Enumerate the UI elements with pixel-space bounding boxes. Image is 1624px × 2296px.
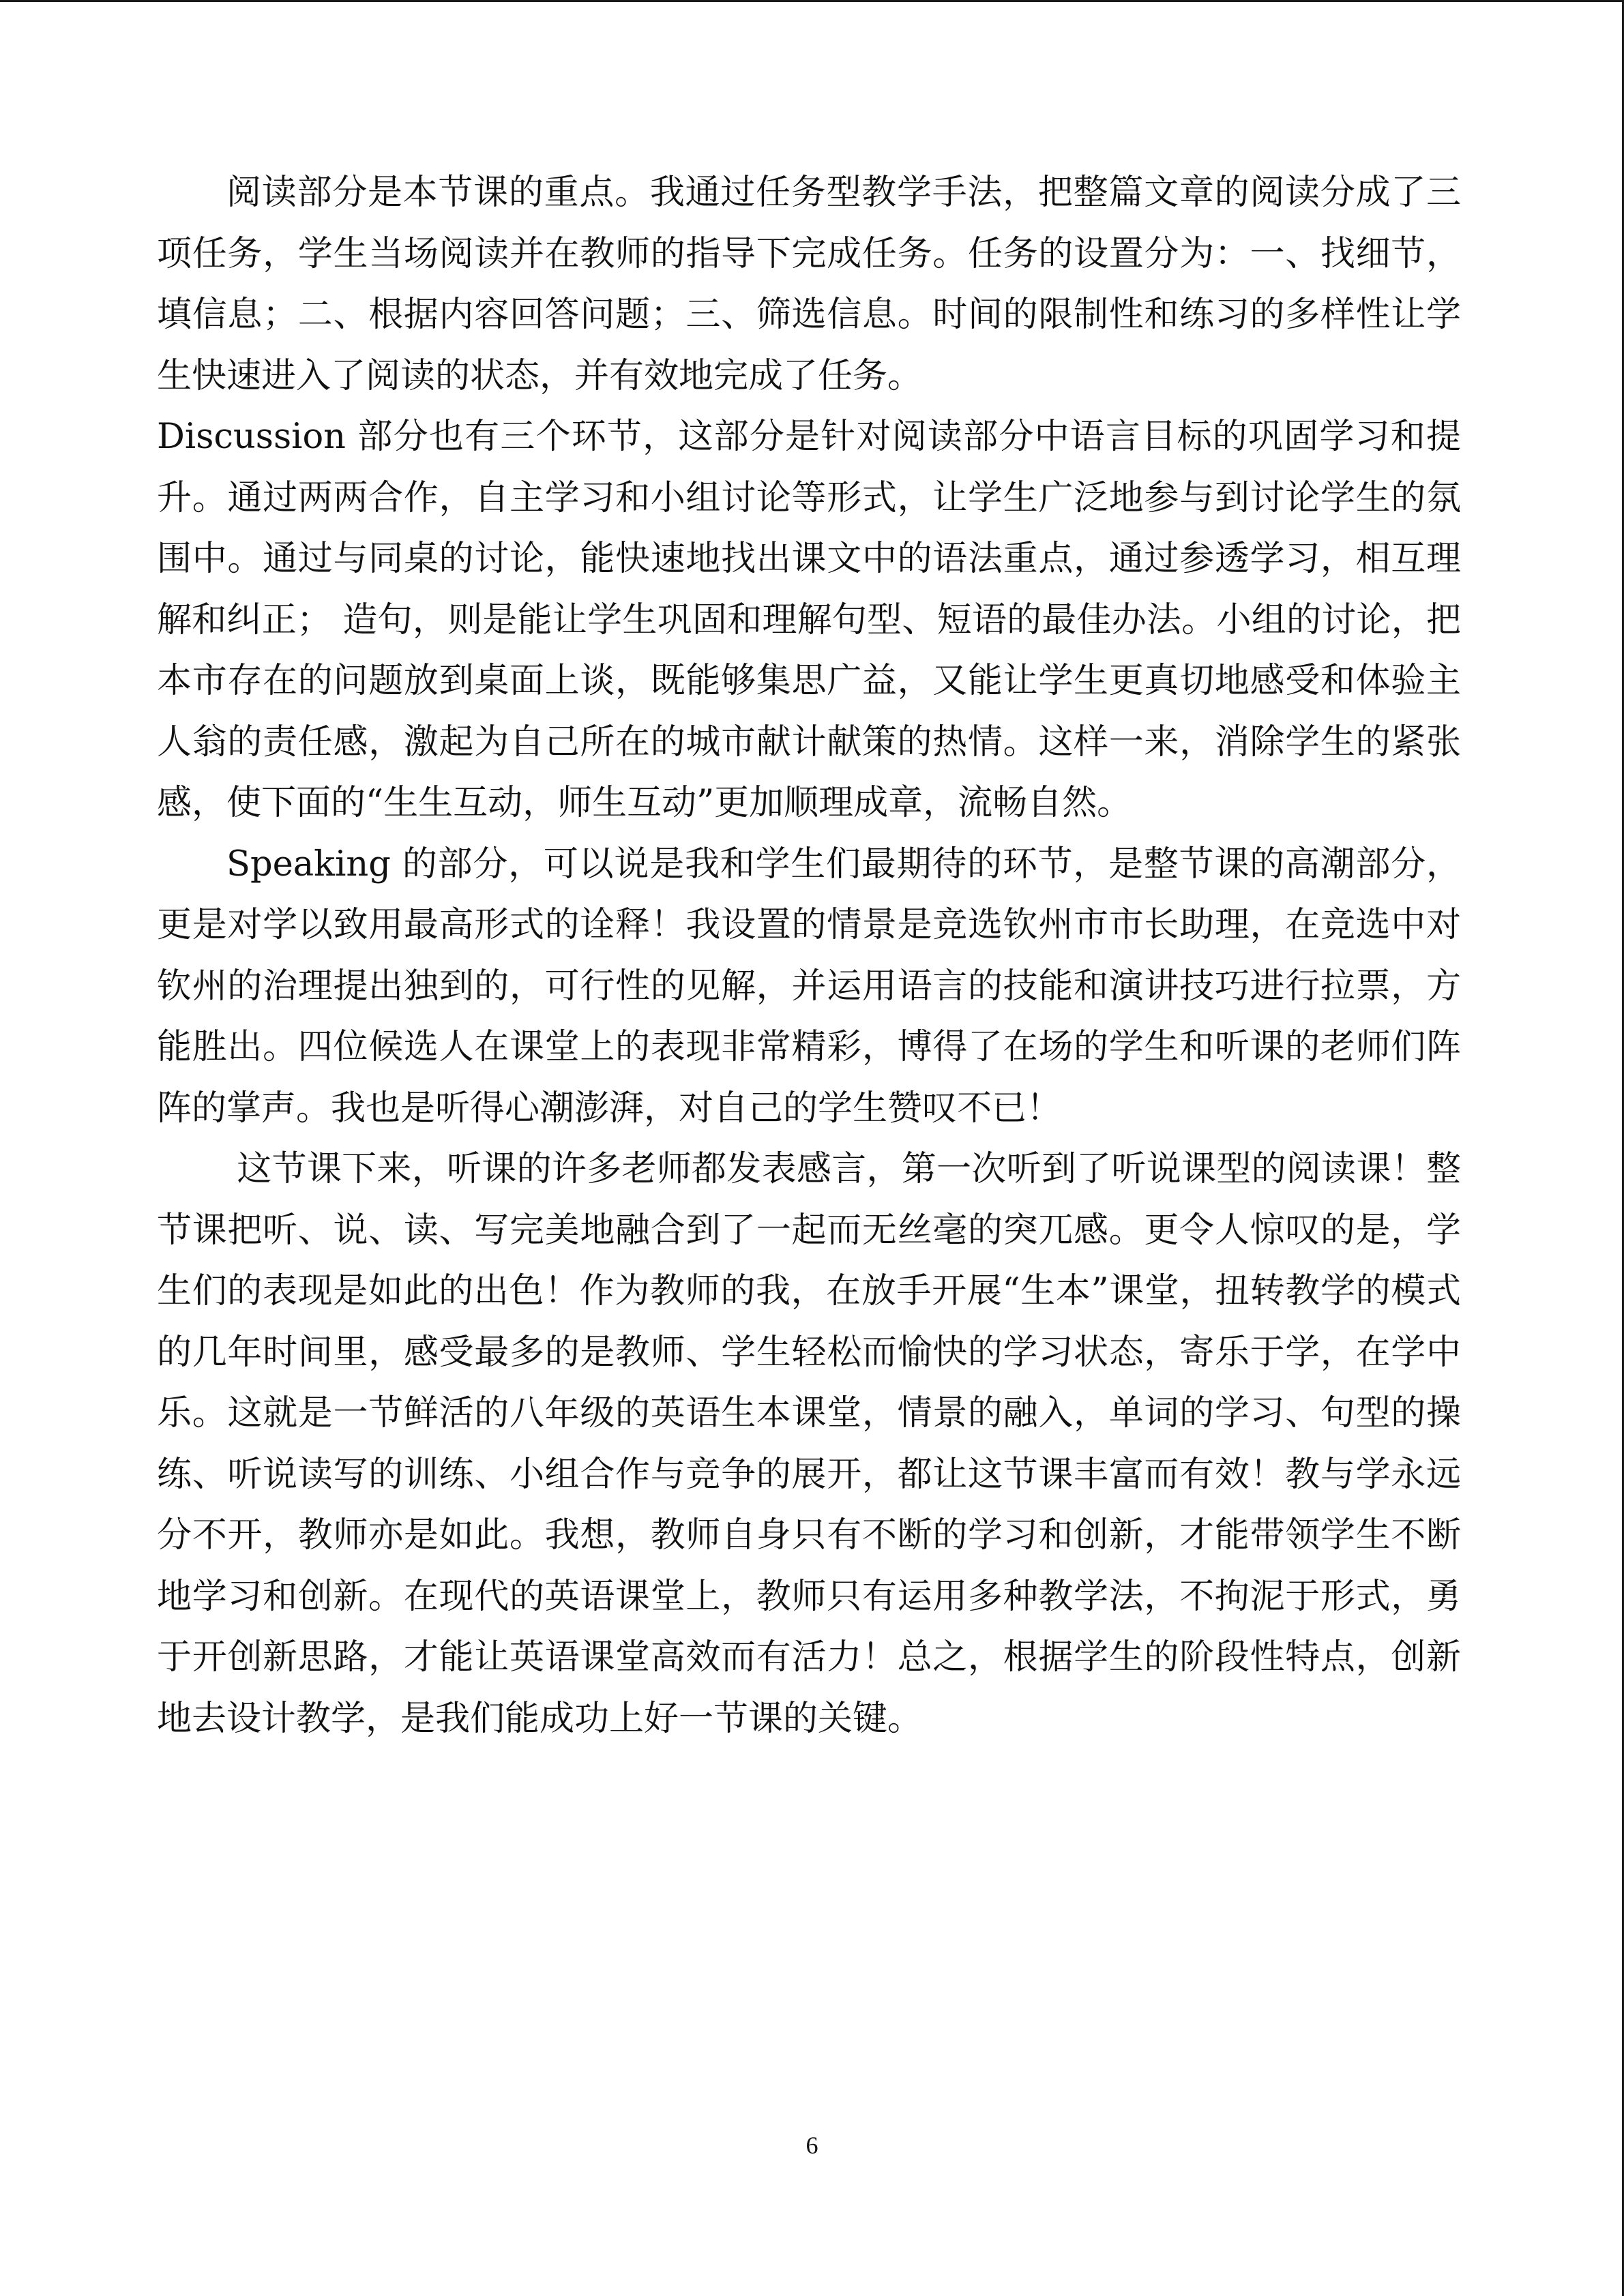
paragraph-reading: 阅读部分是本节课的重点。我通过任务型教学手法，把整篇文章的阅读分成了三项任务，学生当场阅读并在教师的指导下完成任务。任务的设置分为：一、找细节，填信息；二、根据内容回答问题；三、筛选信息。时间的限制性和练习的多样性让学生快速进入了阅读的状态，并有效地完成了任务。 [157, 173, 1461, 396]
page-number: 6 [806, 2132, 818, 2159]
paragraph-speaking: Speaking 的部分，可以说是我和学生们最期待的环节，是整节课的高潮部分，更是对学以致用最高形式的诠释！我设置的情景是竞选钦州市市长助理，在竞选中对钦州的治理提出独到的，可行性的见解，并运用语言的技能和演讲技巧进行拉票，方能胜出。四位候选人在课堂上的表现非常精彩，博得了在场的学生和听课的老师们阵阵的掌声。我也是听得心潮澎湃，对自己的学生赞叹不已！ [157, 844, 1461, 1129]
top-border-line [0, 0, 1624, 2]
document-body [157, 162, 1461, 1749]
paragraph-conclusion: 这节课下来，听课的许多老师都发表感言，第一次听到了听说课型的阅读课！整节课把听、说、读、写完美地融合到了一起而无丝毫的突兀感。更令人惊叹的是，学生们的表现是如此的出色！作为教师的我，在放手开展“生本”课堂，扭转教学的模式的几年时间里，感受最多的是教师、学生轻松而愉快的学习状态，寄乐于学，在学中乐。这就是一节鲜活的八年级的英语生本课堂，情景的融入，单词的学习、句型的操练、听说读写的训练、小组合作与竞争的展开，都让这节课丰富而有效！教与学永远分不开，教师亦是如此。我想，教师自身只有不断的学习和创新，才能带领学生不断地学习和创新。在现代的英语课堂上，教师只有运用多种教学法，不拘泥于形式，勇于开创新思路，才能让英语课堂高效而有活力！总之，根据学生的阶段性特点，创新地去设计教学，是我们能成功上好一节课的关键。 [157, 1149, 1461, 1739]
paragraph-discussion: Discussion 部分也有三个环节，这部分是针对阅读部分中语言目标的巩固学习和提升。通过两两合作，自主学习和小组讨论等形式，让学生广泛地参与到讨论学生的氛围中。通过与同桌的讨论，能快速地找出课文中的语法重点，通过参透学习，相互理解和纠正； 造句，则是能让学生巩固和理解句型、短语的最佳办法。小组的讨论，把本市存在的问题放到桌面上谈，既能够集思广益，又能让学生更真切地感受和体验主人翁的责任感，激起为自己所在的城市献计献策的热情。这样一来，消除学生的紧张感，使下面的“生生互动，师生互动”更加顺理成章，流畅自然。 [157, 417, 1461, 823]
